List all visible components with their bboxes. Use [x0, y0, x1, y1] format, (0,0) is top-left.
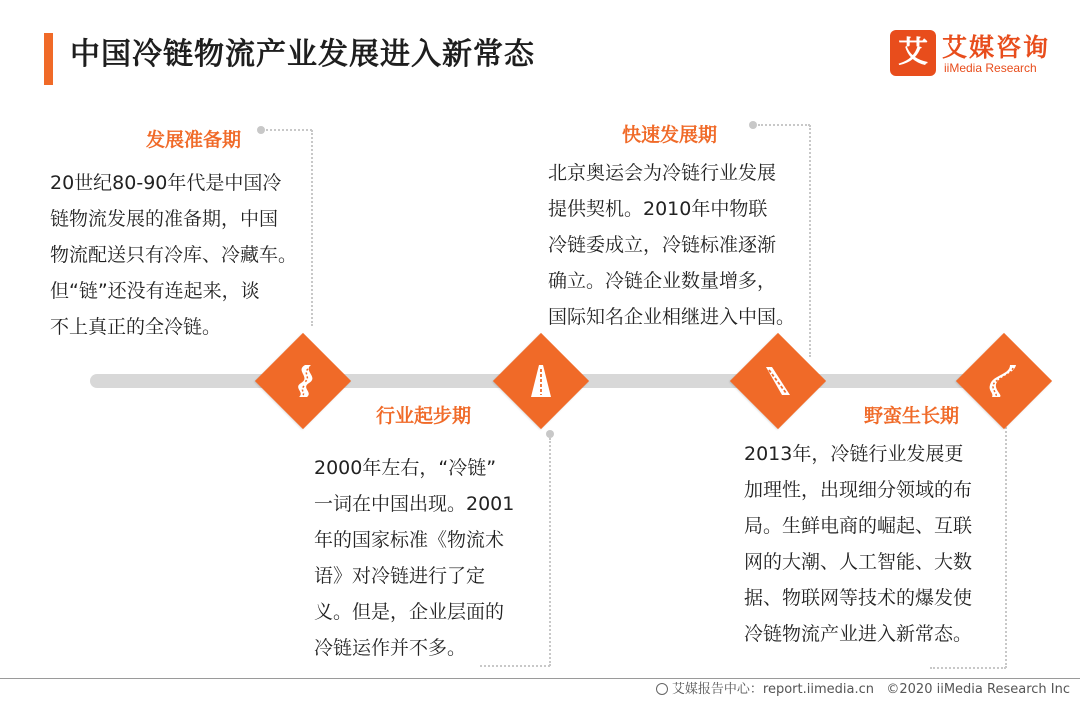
stage-3-connector-dot: [749, 121, 757, 129]
stage-4-line: 加理性，出现细分领域的布: [744, 479, 973, 501]
stage-1-line: 20世纪80-90年代是中国冷: [50, 172, 282, 194]
logo-mark: 艾: [890, 30, 936, 76]
stage-4-line: 2013年，冷链行业发展更: [744, 443, 964, 465]
stage-3-line: 提供契机。2010年中物联: [548, 198, 768, 220]
stage-4-connector: [1005, 420, 1007, 668]
stage-4-text: [744, 436, 972, 652]
stage-2-line: 语》对冷链进行了定: [314, 565, 486, 587]
stage-2-line: 一词在中国出现。2001: [314, 493, 515, 515]
stage-2-title: 行业起步期: [376, 405, 472, 427]
stage-2-line: 冷链运作并不多。: [314, 637, 467, 659]
stage-2-line: 义。但是，企业层面的: [314, 601, 505, 623]
stage-4-line: 局。生鲜电商的崛起、互联: [744, 515, 973, 537]
footer-divider: [0, 678, 1080, 679]
stage-4-line: 网的大潮、人工智能、大数: [744, 551, 973, 573]
stage-4-line: 冷链物流产业进入新常态。: [744, 623, 973, 645]
logo-english-name: iiMedia Research: [944, 61, 1037, 75]
stage-3-line: 国际知名企业相继进入中国。: [548, 306, 796, 328]
stage-4-marker: [956, 333, 1052, 429]
straight-road-icon: [521, 361, 561, 401]
logo-chinese-name: 艾媒咨询: [942, 33, 1051, 62]
stage-3-text: [548, 155, 795, 335]
stage-4-line: 据、物联网等技术的爆发使: [744, 587, 973, 609]
stage-1-line: 不上真正的全冷链。: [50, 316, 222, 338]
stage-1-line: 但“链”还没有连起来，谈: [50, 280, 260, 302]
footer-source: 艾媒报告中心：report.iimedia.cn: [671, 682, 874, 697]
stage-1-line: 物流配送只有冷库、冷藏车。: [50, 244, 298, 266]
stage-1-connector: [266, 129, 312, 131]
footer-copyright: ©2020 iiMedia Research Inc: [886, 682, 1070, 697]
stage-2-line: 2000年左右，“冷链”: [314, 457, 497, 479]
stage-2-marker: [493, 333, 589, 429]
stage-1-line: 链物流发展的准备期，中国: [50, 208, 279, 230]
stage-4-connector: [930, 667, 1006, 669]
stage-3-marker: [730, 333, 826, 429]
globe-icon: [656, 683, 668, 695]
page-title: 中国冷链物流产业发展进入新常态: [70, 37, 535, 72]
stage-3-connector: [809, 125, 811, 357]
stage-3-line: 冷链委成立，冷链标准逐渐: [548, 234, 777, 256]
stage-1-connector: [311, 130, 313, 326]
diagonal-road-icon: [758, 361, 798, 401]
winding-road-icon: [283, 361, 323, 401]
curved-road-icon: [984, 361, 1024, 401]
title-accent-bar: [44, 33, 53, 85]
stage-1-text: [50, 165, 297, 345]
stage-4-title: 野蛮生长期: [864, 405, 960, 427]
stage-3-title: 快速发展期: [622, 124, 718, 146]
footer: [656, 680, 1070, 700]
stage-3-connector: [758, 124, 810, 126]
stage-3-line: 北京奥运会为冷链行业发展: [548, 162, 777, 184]
stage-1-connector-dot: [257, 126, 265, 134]
stage-2-connector-dot: [546, 430, 554, 438]
stage-2-connector: [480, 665, 550, 667]
stage-3-line: 确立。冷链企业数量增多，: [548, 270, 777, 292]
stage-2-connector: [549, 438, 551, 666]
stage-1-title: 发展准备期: [146, 129, 242, 151]
stage-1-marker: [255, 333, 351, 429]
stage-2-line: 年的国家标准《物流术: [314, 529, 505, 551]
stage-2-text: [314, 450, 514, 666]
iimedia-logo: [882, 30, 1062, 82]
